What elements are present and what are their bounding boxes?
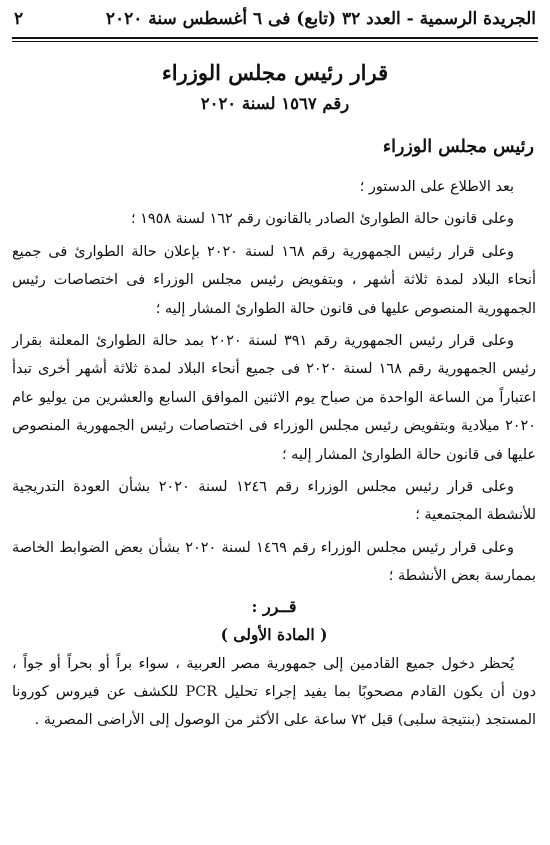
preamble-paragraph <box>12 205 536 233</box>
preamble-text: وعلى قرار رئيس مجلس الوزراء رقم ١٤٦٩ لسنة ٢٠٢٠ بشأن بعض الضوابط الخاصة بممارسة بعض الأنشطة ؛ <box>12 539 536 585</box>
resolution-heading: قــرر : <box>251 596 297 616</box>
preamble-paragraph <box>12 173 536 201</box>
gazette-header-title: الجريدة الرسمية - العدد ٣٢ (تابع) فى ٦ أغسطس سنة ٢٠٢٠ <box>105 9 536 29</box>
decree-body <box>12 173 536 735</box>
preamble-paragraph <box>12 534 536 591</box>
preamble-text: وعلى قرار رئيس مجلس الوزراء رقم ١٢٤٦ لسنة ٢٠٢٠ بشأن العودة التدريجية للأنشطة المجتمعية ؛ <box>12 479 536 524</box>
header-divider <box>12 37 538 42</box>
decree-number: رقم ١٥٦٧ لسنة ٢٠٢٠ <box>200 94 350 113</box>
preamble-text: وعلى قانون حالة الطوارئ الصادر بالقانون رقم ١٦٢ لسنة ١٩٥٨ ؛ <box>131 211 514 228</box>
page-header <box>14 6 536 32</box>
preamble-paragraph <box>12 238 536 323</box>
preamble-paragraph <box>12 327 536 469</box>
preamble-text: وعلى قرار رئيس الجمهورية رقم ١٦٨ لسنة ٢٠٢٠ بإعلان حالة الطوارئ فى جميع أنحاء البلاد لمدة ثلاثة أشهر ، وبتفويض رئيس مجلس الوزراء فى اختصاصات رئيس الجمهورية المنصوص عليها فى قانون حالة الطوارئ المشار إليه ؛ <box>12 243 536 317</box>
decree-title: قرار رئيس مجلس الوزراء <box>161 60 389 85</box>
preamble-text: وعلى قرار رئيس الجمهورية رقم ٣٩١ لسنة ٢٠٢٠ بمد حالة الطوارئ المعلنة بقرار رئيس الجمهورية رقم ١٦٨ لسنة ٢٠٢٠ فى جميع أنحاء البلاد لمدة ثلاثة أشهر أخرى تبدأ اعتباراً من الساعة الواحدة من صباح يوم الاثنين الموافق السابع والعشرين من يوليو عام ٢٠٢٠ ميلادية وبتفويض رئيس مجلس الوزراء فى اختصاصات رئيس الجمهورية المنصوص عليها فى قانون حالة الطوارئ المشار إليه ؛ <box>12 333 536 463</box>
article-heading: ( المادة الأولى ) <box>220 625 328 645</box>
decree-issuer: رئيس مجلس الوزراء <box>382 137 534 157</box>
page-number: ٢ <box>14 9 24 29</box>
article-paragraph <box>12 650 536 735</box>
preamble-text: بعد الاطلاع على الدستور ؛ <box>359 179 514 195</box>
preamble-paragraph <box>12 473 536 530</box>
article-text: يُحظر دخول جميع القادمين إلى جمهورية مصر العربية ، سواء براً أو بحراً أو جواً ، دون أن يكون القادم مصحوبًا بما يفيد إجراء تحليل PCR للكشف عن فيروس كورونا المستجد (بنتيجة سلبى) قبل ٧٢ ساعة على الأكثر من الوصول إلى الأراضى المصرية . <box>12 655 536 729</box>
